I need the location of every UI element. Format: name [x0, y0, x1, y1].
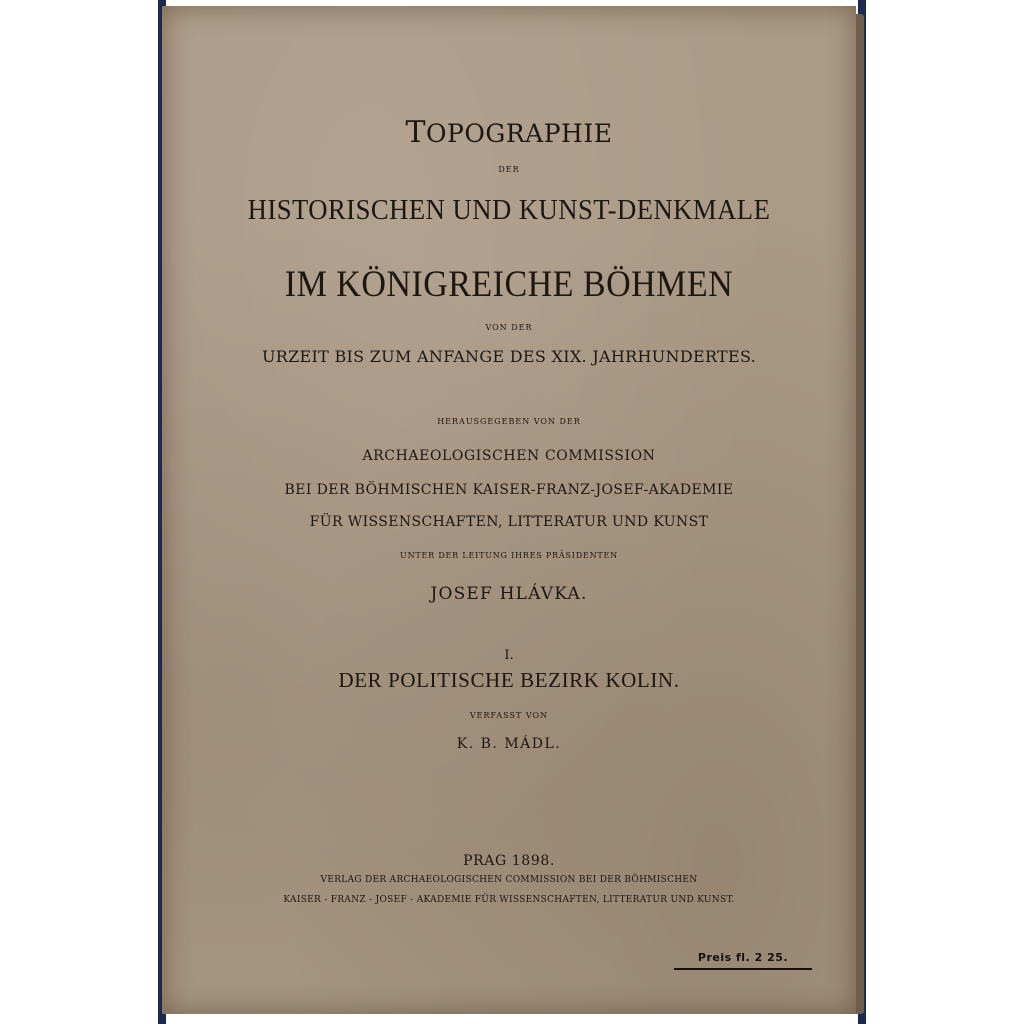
price-label: Preis fl. 2 25. — [697, 951, 789, 964]
book-cover — [162, 6, 856, 1014]
title-rest: OPOGRAPHIE — [426, 119, 613, 148]
volume-number: I. — [504, 648, 514, 663]
publisher-line-2: KAISER - FRANZ - JOSEF - AKADEMIE FÜR WISSENSCHAFTEN, LITTERATUR UND KUNST. — [283, 895, 735, 905]
verfasst-label: VERFASST VON — [469, 711, 549, 720]
volume-title: DER POLITISCHE BEZIRK KOLIN. — [338, 668, 680, 692]
author-name: K. B. MÁDL. — [456, 736, 562, 752]
akademie-line: BEI DER BÖHMISCHEN KAISER-FRANZ-JOSEF-AKADEMIE — [284, 482, 734, 498]
commission-name: ARCHAEOLOGISCHEN COMMISSION — [362, 448, 656, 464]
subtitle-urzeit: URZEIT BIS ZUM ANFANGE DES XIX. JAHRHUNDERTES. — [261, 347, 757, 366]
title-initial: T — [405, 115, 427, 150]
president-name: JOSEF HLÁVKA. — [430, 584, 588, 604]
place-year: PRAG 1898. — [463, 853, 555, 869]
connector-von-der: VON DER — [485, 323, 533, 332]
price-underline — [674, 968, 812, 970]
publisher-line-1: VERLAG DER ARCHAEOLOGISCHEN COMMISSION BEI DER BÖHMISCHEN — [320, 875, 698, 885]
title-historischen: HISTORISCHEN UND KUNST-DENKMALE — [247, 194, 771, 226]
herausgegeben-label: HERAUSGEGEBEN VON DER — [437, 417, 581, 426]
leitung-label: UNTER DER LEITUNG IHRES PRÄSIDENTEN — [400, 551, 618, 560]
wissenschaften-line: FÜR WISSENSCHAFTEN, LITTERATUR UND KUNST — [309, 514, 709, 530]
title-koenigreiche: IM KÖNIGREICHE BÖHMEN — [284, 264, 734, 305]
title-topographie — [162, 115, 856, 150]
connector-der: DER — [498, 165, 520, 174]
